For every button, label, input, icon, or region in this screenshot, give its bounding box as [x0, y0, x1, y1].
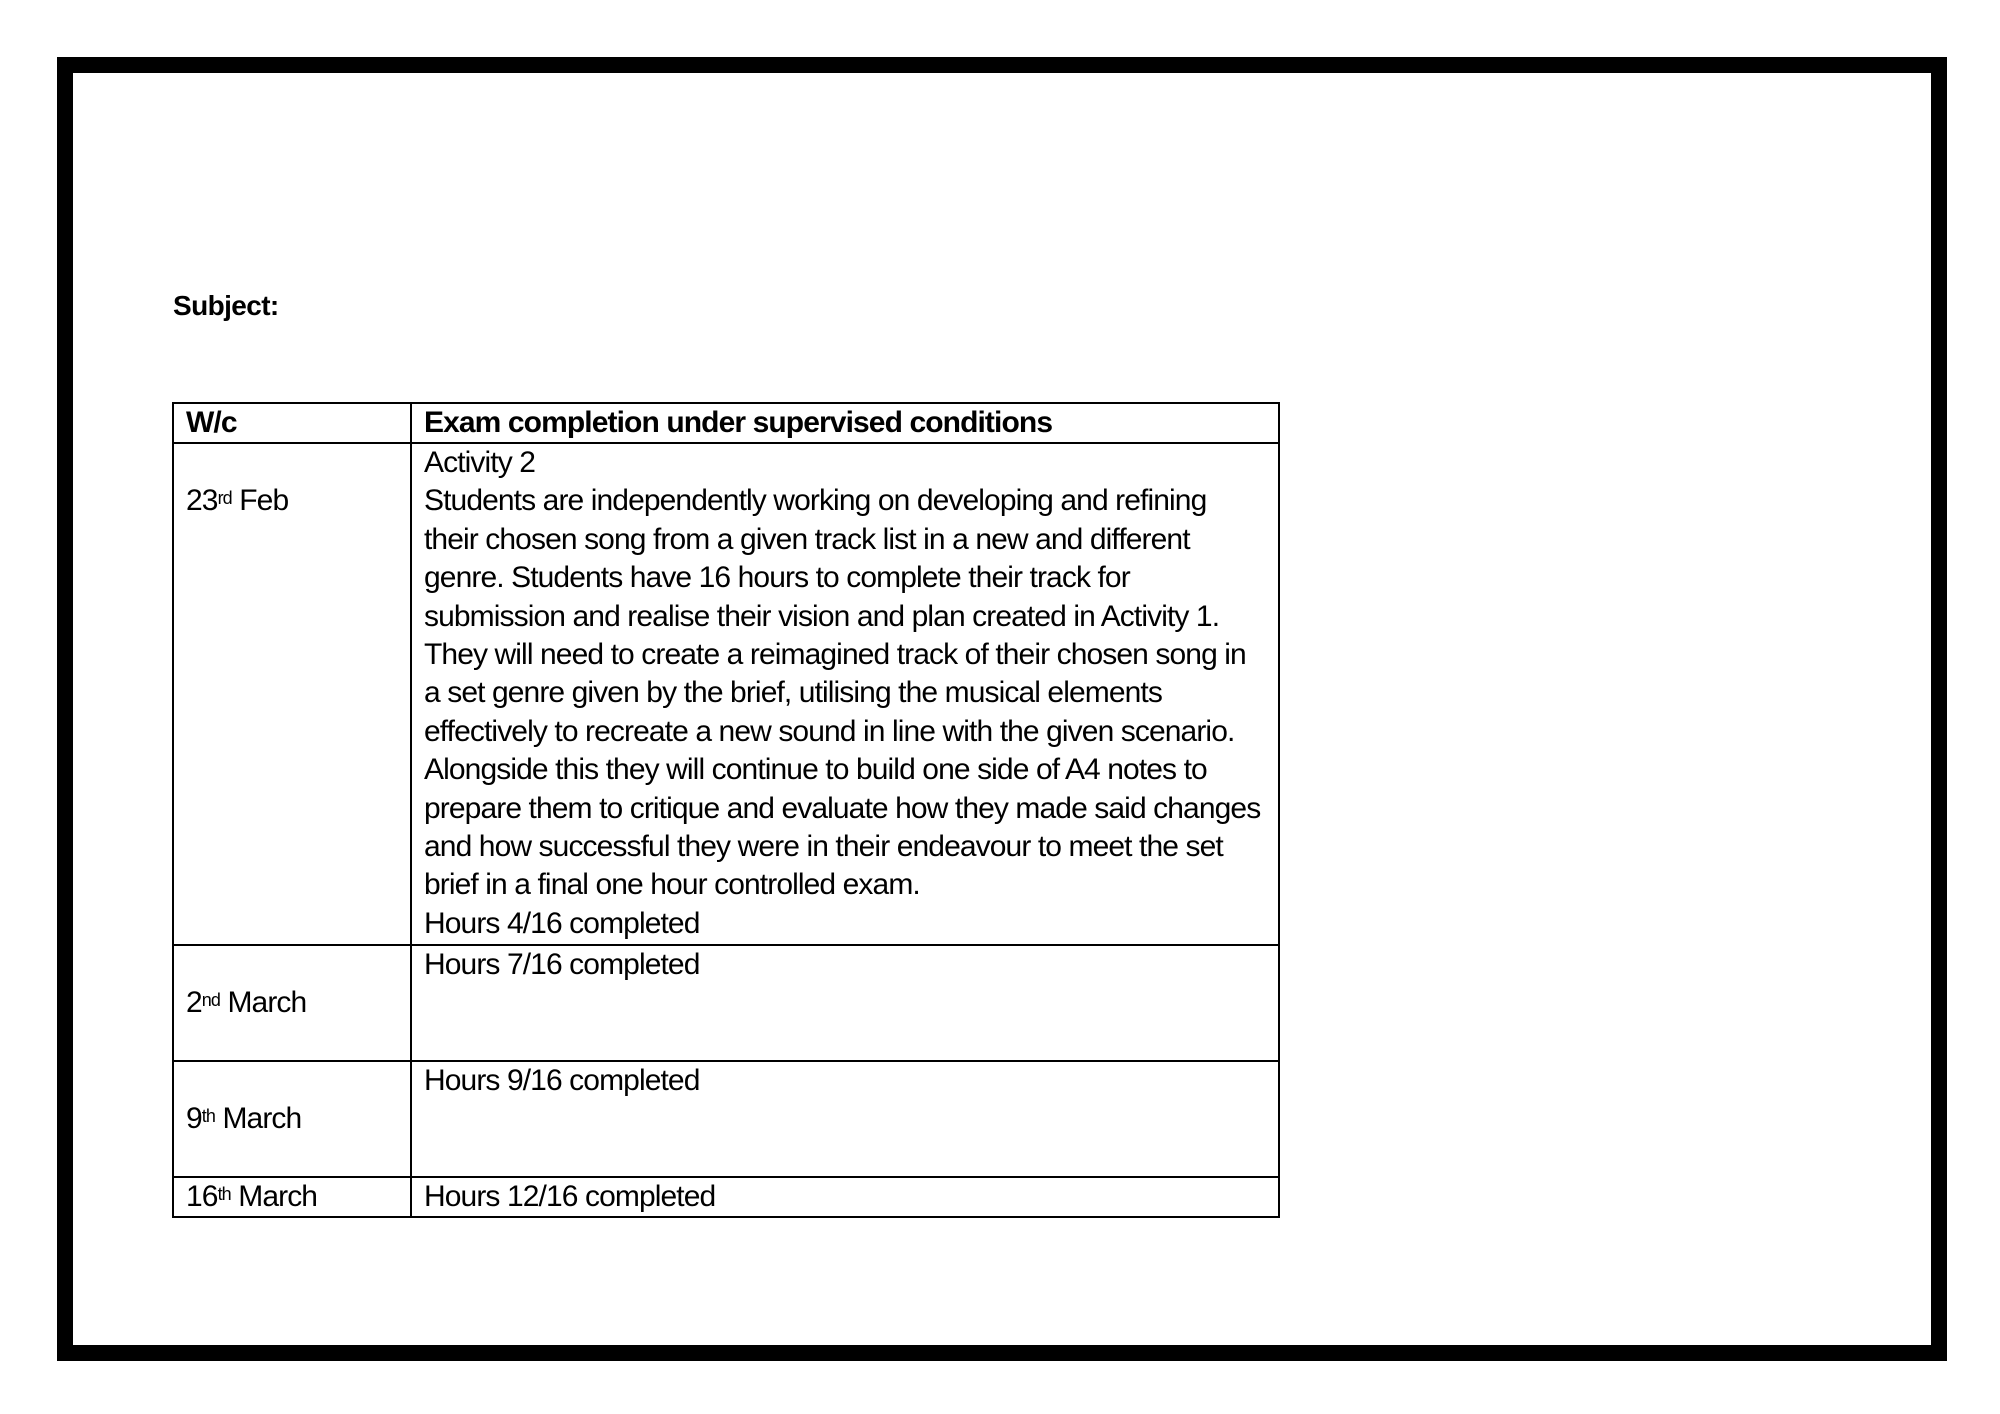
hours-completed: Hours 9/16 completed	[424, 1064, 700, 1097]
table-row	[173, 945, 1279, 1061]
header-week-commencing: W/c	[173, 403, 411, 443]
table-row	[173, 1177, 1279, 1217]
week-detail-cell	[411, 945, 1279, 1061]
week-detail-cell	[411, 1061, 1279, 1177]
week-date-cell	[173, 1061, 411, 1177]
schedule-table	[172, 402, 1280, 1218]
hours-completed: Hours 4/16 completed	[424, 906, 700, 940]
table-header-row	[173, 403, 1279, 443]
week-date-cell	[173, 443, 411, 945]
activity-title: Activity 2	[424, 446, 536, 479]
week-detail-cell	[411, 443, 1279, 945]
week-date: 23rd Feb	[186, 484, 289, 517]
subject-label: Subject:	[173, 290, 279, 321]
week-date: 2nd March	[186, 986, 307, 1019]
week-date: 9th March	[186, 1102, 302, 1135]
activity-description: Students are independently working on developing and refining their chosen song from a given track list in a new and different genre. Students have 16 hours to complete their track for submission and realise their vision and plan created in Activity 1. They will need to create a reimagined track of their chosen song in a set genre given by the brief, utilising the musical elements effectively to recreate a new sound in line with the given scenario. Alongside this they will continue to build one side of A4 notes to prepare them to critique and evaluate how they made said changes and how successful they were in their endeavour to meet the set brief in a final one hour controlled exam.	[424, 484, 1261, 902]
hours-completed: Hours 7/16 completed	[424, 948, 700, 981]
week-date: 16th March	[186, 1180, 318, 1213]
table-row	[173, 443, 1279, 945]
week-date-cell	[173, 945, 411, 1061]
header-exam-completion: Exam completion under supervised conditions	[411, 403, 1279, 443]
hours-completed: Hours 12/16 completed	[424, 1180, 716, 1213]
week-date-cell	[173, 1177, 411, 1217]
week-detail-cell	[411, 1177, 1279, 1217]
table-row	[173, 1061, 1279, 1177]
